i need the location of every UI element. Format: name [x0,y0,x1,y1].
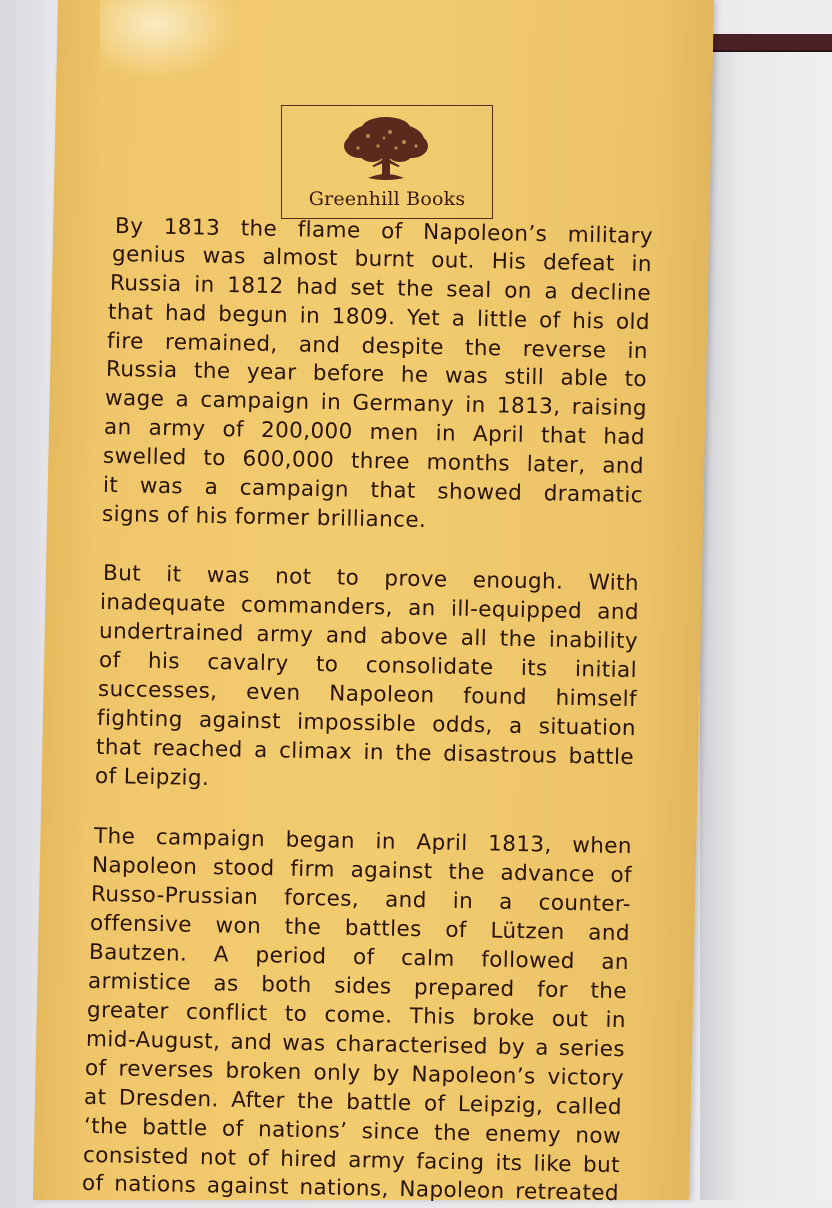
text-line: ‘the battle of nations’ since the enemy now [83,1113,622,1150]
text-line: inadequate commanders, an ill-equipped and [99,589,640,626]
text-line: Russia the year before he was still able to [105,356,648,393]
text-line: successes, even Napoleon found himself [97,676,638,713]
text-line: Bautzen. A period of calm followed an [88,939,630,976]
text-line: The campaign began in April 1813, when [93,823,633,860]
text-line: swelled to 600,000 three months later, and [102,443,645,480]
text-line: fire remained, and despite the reverse in [106,328,649,365]
publisher-name: Greenhill Books [308,188,466,210]
text-line: undertrained army and above all the inability [98,618,639,655]
text-line: genius was almost burnt out. His defeat in [111,241,653,278]
text-line: at Dresden. After the battle of Leipzig, called [83,1084,623,1121]
text-line: offensive won the battles of Lützen and [89,910,631,947]
text-line: an army of 200,000 men in April that had [103,414,646,451]
text-line: consisted not of hired army facing its like but [82,1142,621,1179]
text-line: it was a campaign that showed dramatic [102,472,644,509]
text-line: Napoleon stood firm against the advance of [91,852,633,889]
text-line: armistice as both sides prepared for the [87,968,628,1005]
text-line: that had begun in 1809. Yet a little of his old [107,299,651,336]
text-line: Russo-Prussian forces, and in a counter- [90,881,632,918]
text-line: signs of his former brilliance. [101,501,427,534]
text-line: Russia in 1812 had set the seal on a decline [109,270,652,307]
text-line: of reverses broken only by Napoleon’s victory [84,1055,625,1092]
text-line: of Leipzig. [94,763,210,792]
text-line: mid-August, and was characterised by a series [85,1026,626,1063]
text-line: greater conflict to come. This broke out in [86,997,627,1034]
text-line: of his cavalry to consolidate its initial [98,647,638,684]
text-line: of nations against nations, Napoleon retreated [81,1170,620,1207]
text-line: fighting against impossible odds, a situation [96,705,637,742]
text-line: But it was not to prove enough. With [102,560,640,597]
text-line: By 1813 the flame of Napoleon’s military [114,213,654,250]
text-line: wage a campaign in Germany in 1813, raising [104,385,648,422]
text-line: that reached a climax in the disastrous battle [95,734,635,771]
